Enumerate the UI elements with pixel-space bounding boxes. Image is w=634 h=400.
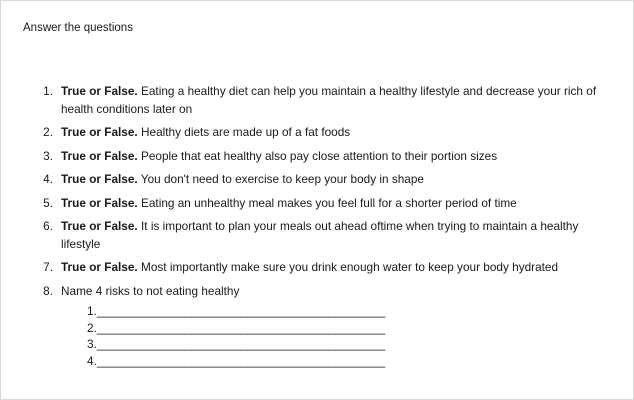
question-text: Most importantly make sure you drink enough water to keep your body hydrated xyxy=(141,260,559,274)
list-item xyxy=(35,218,615,253)
question-prefix: True or False. xyxy=(61,125,138,139)
question-prefix: True or False. xyxy=(61,84,138,98)
question-number: 8. xyxy=(43,283,53,298)
blank-label: 1. xyxy=(87,304,97,318)
question-number: 2. xyxy=(43,125,53,139)
list-item xyxy=(35,83,615,118)
list-item xyxy=(35,283,615,370)
questions-list xyxy=(35,83,615,375)
blank-line[interactable]: ______________________________________________ xyxy=(96,320,385,335)
list-item xyxy=(87,353,615,370)
list-item xyxy=(35,148,615,166)
list-item xyxy=(35,124,615,142)
blank-label: 2. xyxy=(87,320,97,335)
list-item xyxy=(87,336,615,353)
blank-label: 4. xyxy=(87,353,97,368)
blank-line[interactable]: ______________________________________________ xyxy=(96,353,385,368)
list-item xyxy=(35,195,615,213)
question-number: 1. xyxy=(43,84,53,98)
question-text: It is important to plan your meals out ahead oftime when trying to maintain a healthy lifestyle xyxy=(61,219,579,251)
question-prefix: True or False. xyxy=(61,195,138,210)
question-text: Eating a healthy diet can help you maintain a healthy lifestyle and decrease your rich of health conditions later on xyxy=(61,84,597,116)
question-text: You don't need to exercise to keep your body in shape xyxy=(140,172,424,186)
question-number: 3. xyxy=(43,148,53,163)
list-item xyxy=(87,320,615,337)
question-text: Name 4 risks to not eating healthy xyxy=(61,283,240,298)
question-text: Healthy diets are made up of a fat foods xyxy=(141,125,351,139)
list-item xyxy=(35,259,615,277)
blank-line[interactable]: ______________________________________________ xyxy=(96,304,385,318)
blank-label: 3. xyxy=(87,337,97,351)
question-number: 6. xyxy=(43,219,53,233)
question-prefix: True or False. xyxy=(61,219,138,233)
page-title: Answer the questions xyxy=(23,22,133,34)
blank-line[interactable]: ______________________________________________ xyxy=(96,337,385,351)
list-item xyxy=(87,303,615,320)
question-prefix: True or False. xyxy=(61,260,138,274)
question-text: People that eat healthy also pay close attention to their portion sizes xyxy=(141,148,498,163)
answer-blanks-list xyxy=(61,303,615,369)
list-item xyxy=(35,171,615,189)
question-number: 4. xyxy=(43,172,53,186)
question-prefix: True or False. xyxy=(61,148,138,163)
question-text: Eating an unhealthy meal makes you feel full for a shorter period of time xyxy=(141,195,517,210)
question-prefix: True or False. xyxy=(61,172,138,186)
question-number: 7. xyxy=(43,260,53,274)
question-number: 5. xyxy=(43,195,53,210)
